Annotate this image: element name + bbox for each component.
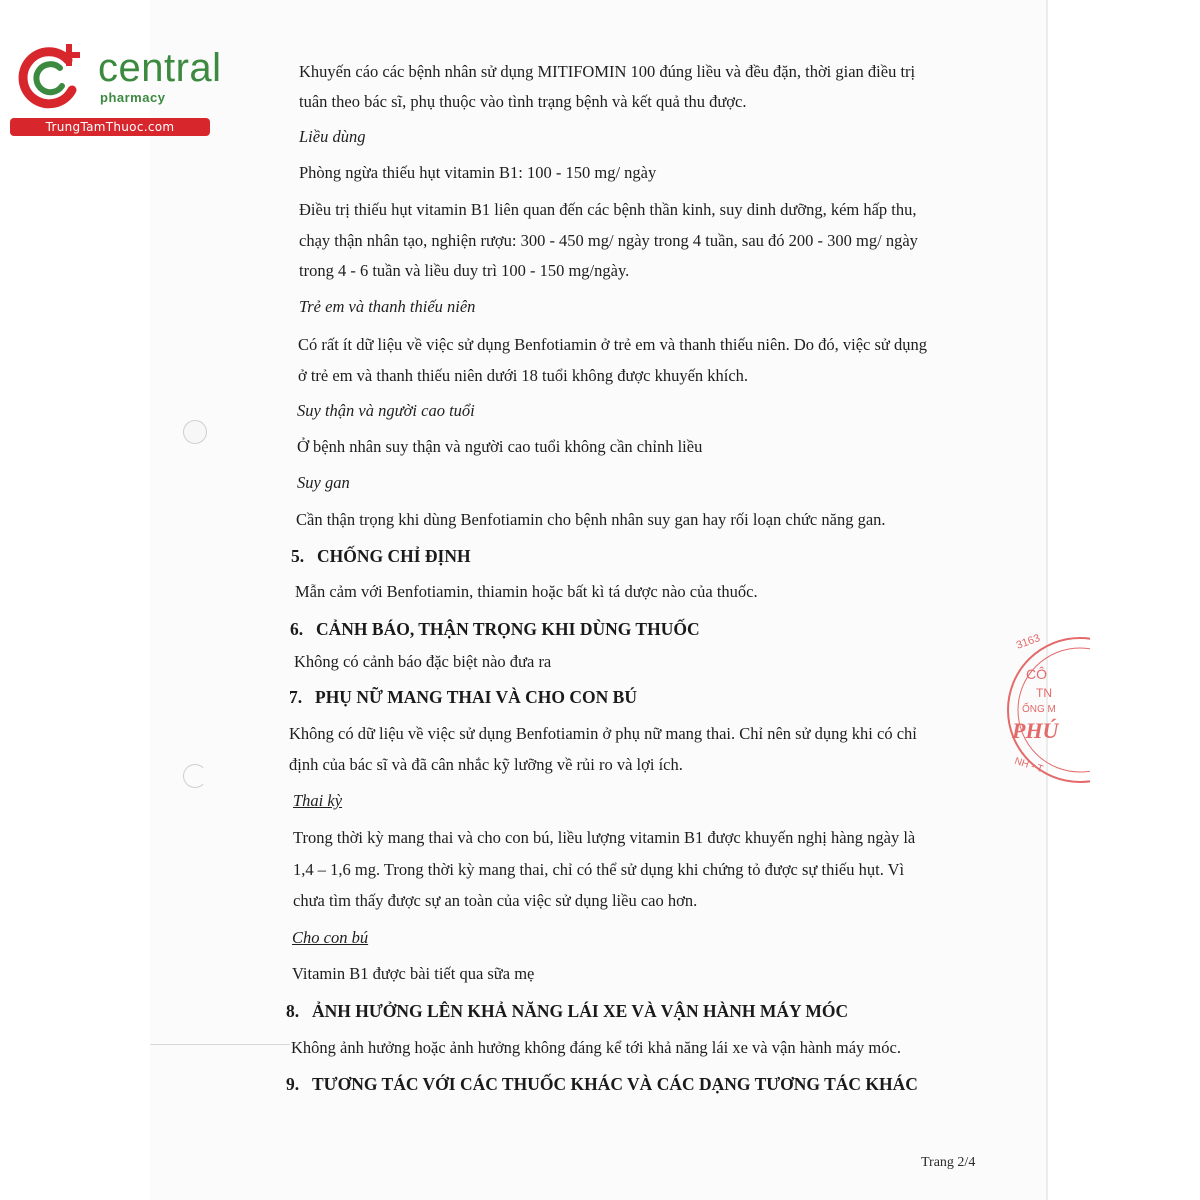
central-pharmacy-logo <box>10 38 222 138</box>
section-heading-7 <box>289 687 637 707</box>
brand-url: TrungTamThuoc.com <box>10 118 210 136</box>
punch-hole-icon <box>183 764 207 788</box>
paragraph-line: Cần thận trọng khi dùng Benfotiamin cho bệnh nhân suy gan hay rối loạn chức năng gan. <box>296 510 886 529</box>
page-number: Trang 2/4 <box>921 1155 976 1170</box>
section-number: 8. <box>286 1001 300 1021</box>
brand-subtitle: pharmacy <box>100 90 166 105</box>
brand-name: central <box>98 46 222 90</box>
subheading-pregnancy: Thai kỳ <box>293 791 343 810</box>
subheading-hepatic: Suy gan <box>297 473 350 492</box>
paragraph-line: chưa tìm thấy được sự an toàn của việc sử dụng liều cao hơn. <box>293 891 698 910</box>
paragraph-line: Vitamin B1 được bài tiết qua sữa mẹ <box>292 964 535 983</box>
paragraph-line: Điều trị thiếu hụt vitamin B1 liên quan đến các bệnh thần kinh, suy dinh dưỡng, kém hấp thu, <box>299 200 917 219</box>
section-title: CẢNH BÁO, THẬN TRỌNG KHI DÙNG THUỐC <box>316 619 700 639</box>
subheading-children: Trẻ em và thanh thiếu niên <box>299 297 476 316</box>
scan-line <box>150 1044 290 1045</box>
stamp-text: TN <box>1036 686 1052 700</box>
paragraph-line: tuân theo bác sĩ, phụ thuộc vào tình trạng bệnh và kết quả thu được. <box>299 92 747 111</box>
paragraph-line: ở trẻ em và thanh thiếu niên dưới 18 tuổi không được khuyến khích. <box>298 366 749 385</box>
subheading-breastfeeding: Cho con bú <box>292 928 369 947</box>
section-heading-9 <box>286 1074 918 1094</box>
paragraph-line: Có rất ít dữ liệu về việc sử dụng Benfotiamin ở trẻ em và thanh thiếu niên. Do đó, việc sử dụng <box>298 335 927 354</box>
paragraph-line: Không có dữ liệu về việc sử dụng Benfotiamin ở phụ nữ mang thai. Chỉ nên sử dụng khi có chỉ <box>289 724 917 743</box>
section-heading-5 <box>291 546 471 566</box>
stamp-text: PHÚ <box>1012 718 1059 743</box>
paragraph-line: chạy thận nhân tạo, nghiện rượu: 300 - 450 mg/ ngày trong 4 tuần, sau đó 200 - 300 mg/ ngày <box>299 231 918 250</box>
paragraph-line: trong 4 - 6 tuần và liều duy trì 100 - 150 mg/ngày. <box>299 261 630 280</box>
stamp-number: 3163 <box>1014 632 1042 652</box>
section-title: CHỐNG CHỈ ĐỊNH <box>317 546 471 566</box>
section-title: PHỤ NỮ MANG THAI VÀ CHO CON BÚ <box>315 687 637 707</box>
paragraph-line: Mẫn cảm với Benfotiamin, thiamin hoặc bất kì tá dược nào của thuốc. <box>295 582 758 601</box>
section-title: ẢNH HƯỞNG LÊN KHẢ NĂNG LÁI XE VÀ VẬN HÀNH MÁY MÓC <box>312 1001 849 1021</box>
stamp-text: CÔ <box>1026 666 1047 682</box>
section-number: 9. <box>286 1074 300 1094</box>
paragraph-line: định của bác sĩ và đã cân nhắc kỹ lưỡng về rủi ro và lợi ích. <box>289 755 683 774</box>
pharmacy-cross-icon <box>10 38 90 118</box>
paragraph-line: Trong thời kỳ mang thai và cho con bú, liều lượng vitamin B1 được khuyến nghị hàng ngày là <box>293 828 916 847</box>
paragraph-line: Phòng ngừa thiếu hụt vitamin B1: 100 - 150 mg/ ngày <box>299 163 657 182</box>
company-stamp <box>1000 630 1090 790</box>
paragraph-line: 1,4 – 1,6 mg. Trong thời kỳ mang thai, chỉ có thể sử dụng khi chứng tỏ được sự thiếu hụt. Vì <box>293 860 905 879</box>
section-number: 7. <box>289 687 303 707</box>
subheading-renal: Suy thận và người cao tuổi <box>297 401 475 420</box>
page-edge <box>1046 0 1048 1200</box>
section-number: 5. <box>291 546 305 566</box>
paragraph-line: Không có cảnh báo đặc biệt nào đưa ra <box>294 652 552 671</box>
section-heading-6 <box>290 619 700 639</box>
section-heading-8 <box>286 1001 848 1021</box>
punch-hole-icon <box>183 420 207 444</box>
stamp-text: ỐNG M <box>1022 704 1056 715</box>
paragraph-line: Không ảnh hưởng hoặc ảnh hưởng không đáng kể tới khả năng lái xe và vận hành máy móc. <box>291 1038 901 1057</box>
paragraph-line: Khuyến cáo các bệnh nhân sử dụng MITIFOMIN 100 đúng liều và đều đặn, thời gian điều trị <box>299 62 916 81</box>
paragraph-line: Ở bệnh nhân suy thận và người cao tuổi không cần chỉnh liều <box>297 437 703 456</box>
section-title: TƯƠNG TÁC VỚI CÁC THUỐC KHÁC VÀ CÁC DẠNG TƯƠNG TÁC KHÁC <box>312 1074 918 1094</box>
section-number: 6. <box>290 619 304 639</box>
subheading-dosage: Liều dùng <box>299 127 366 146</box>
stamp-text: NH - T <box>1013 755 1045 776</box>
